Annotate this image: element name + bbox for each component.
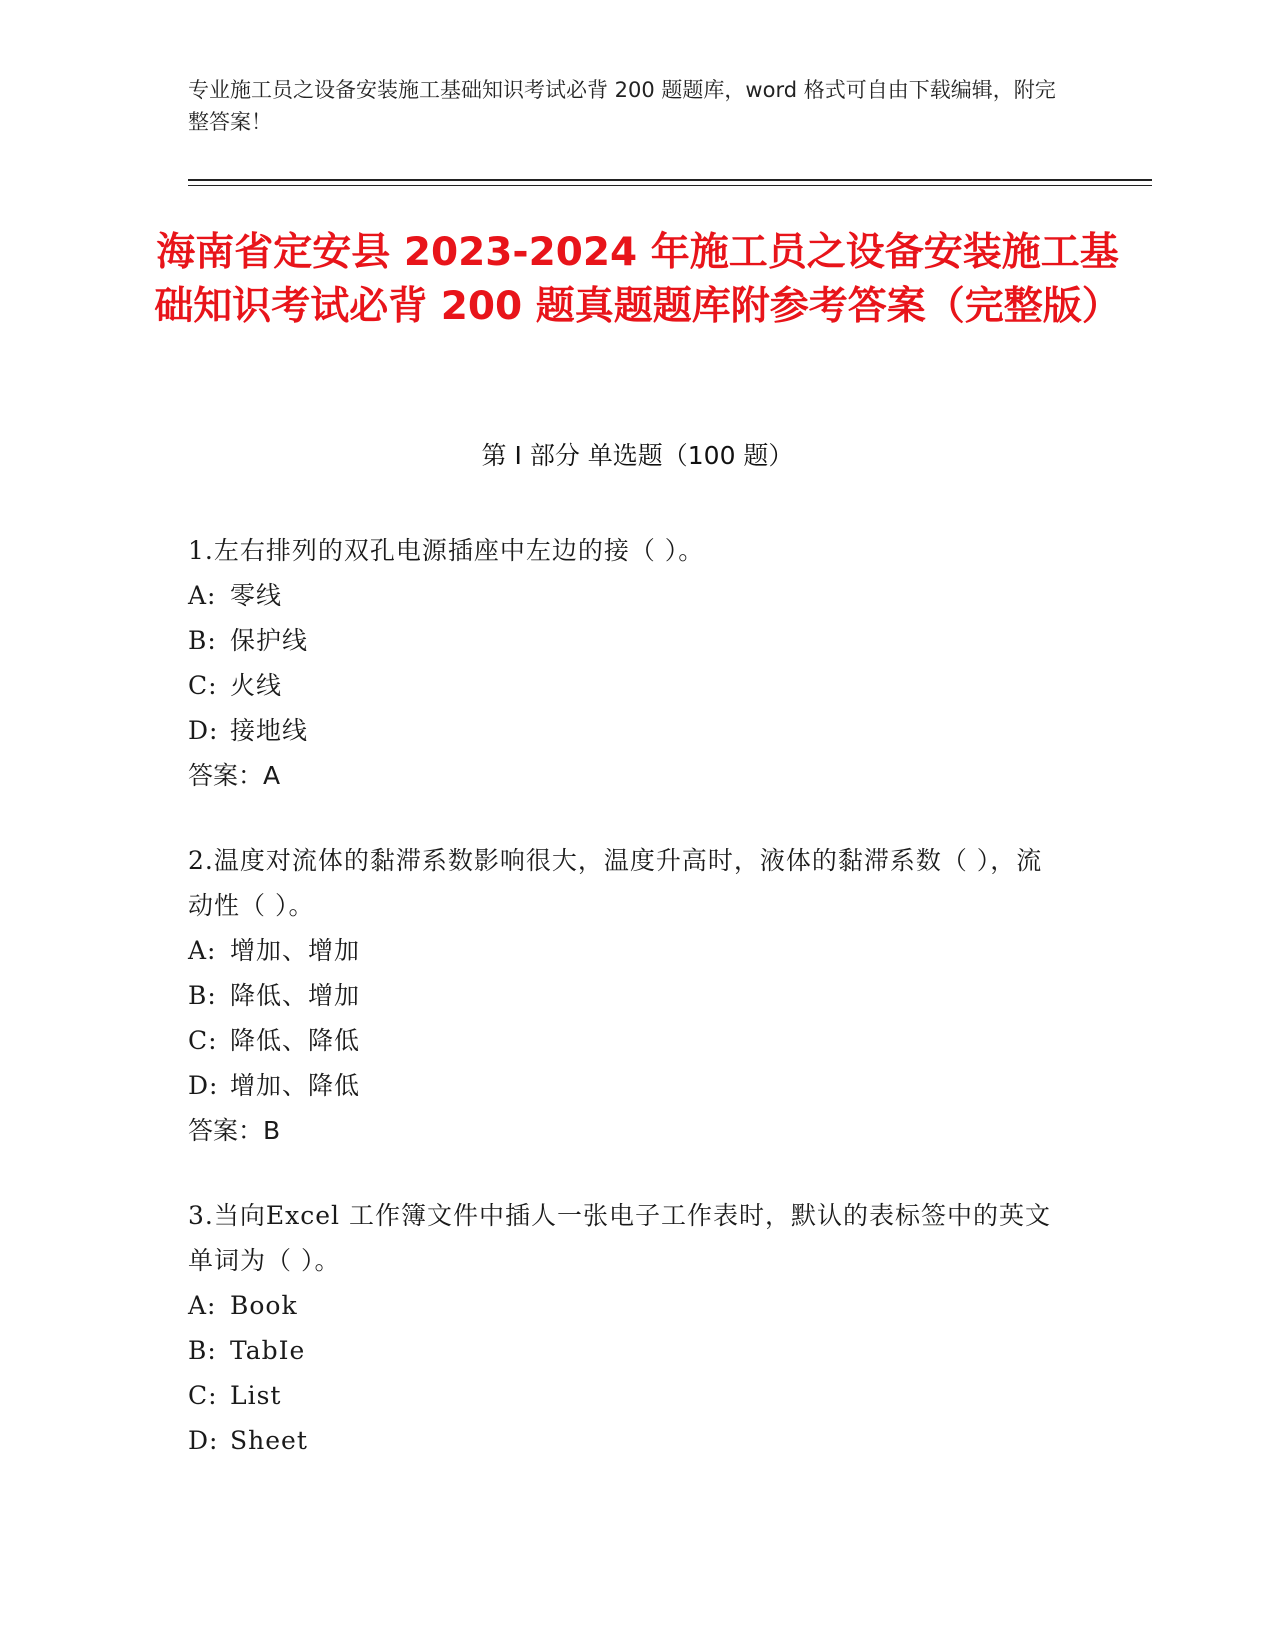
option-d [188, 1418, 1068, 1463]
option-key: C: [188, 671, 218, 700]
option-text: Sheet [230, 1426, 308, 1455]
header-note: 专业施工员之设备安装施工基础知识考试必背 200 题题库，word 格式可自由下载编辑，附完整答案！ [188, 78, 1056, 134]
option-text: List [230, 1381, 282, 1410]
option-text: 增加、增加 [230, 936, 361, 965]
header-rule-thick [188, 179, 1152, 181]
option-key: B: [188, 981, 217, 1010]
option-d [188, 708, 1068, 753]
option-key: B: [188, 1336, 217, 1365]
question-1 [188, 528, 1068, 798]
option-text: Book [230, 1291, 298, 1320]
answer: 答案：A [188, 761, 281, 790]
option-c [188, 1373, 1068, 1418]
option-a [188, 573, 1068, 618]
question-stem: 2.温度对流体的黏滞系数影响很大，温度升高时，液体的黏滞系数（ ），流动性（ ）。 [188, 846, 1043, 920]
page-title: 海南省定安县 2023-2024 年施工员之设备安装施工基础知识考试必背 200 题真题题库附参考答案（完整版） [154, 230, 1121, 329]
option-key: A: [188, 581, 217, 610]
option-key: D: [188, 716, 219, 745]
option-c [188, 1018, 1068, 1063]
question-2 [188, 838, 1068, 1153]
option-c [188, 663, 1068, 708]
option-text: 零线 [230, 581, 283, 610]
option-key: A: [188, 936, 217, 965]
option-text: TabIe [230, 1336, 306, 1365]
header-rule-thin [188, 185, 1152, 186]
option-b [188, 1328, 1068, 1373]
option-key: D: [188, 1071, 219, 1100]
option-text: 降低、增加 [230, 981, 361, 1010]
option-a [188, 1283, 1068, 1328]
option-key: C: [188, 1381, 218, 1410]
option-d [188, 1063, 1068, 1108]
option-text: 降低、降低 [230, 1026, 361, 1055]
question-list [188, 528, 1068, 1503]
option-b [188, 618, 1068, 663]
option-key: C: [188, 1026, 218, 1055]
option-a [188, 928, 1068, 973]
option-text: 火线 [230, 671, 283, 700]
question-3 [188, 1193, 1068, 1463]
option-b [188, 973, 1068, 1018]
option-text: 增加、降低 [230, 1071, 361, 1100]
question-stem: 3.当向Excel 工作簿文件中插人一张电子工作表时，默认的表标签中的英文单词为（ ）。 [188, 1201, 1051, 1275]
option-key: B: [188, 626, 217, 655]
option-key: A: [188, 1291, 217, 1320]
option-text: 接地线 [230, 716, 309, 745]
section-title: 第 I 部分 单选题（100 题） [481, 441, 794, 470]
option-text: 保护线 [230, 626, 309, 655]
option-key: D: [188, 1426, 219, 1455]
question-stem: 1.左右排列的双孔电源插座中左边的接（ ）。 [188, 536, 705, 565]
answer: 答案：B [188, 1116, 281, 1145]
